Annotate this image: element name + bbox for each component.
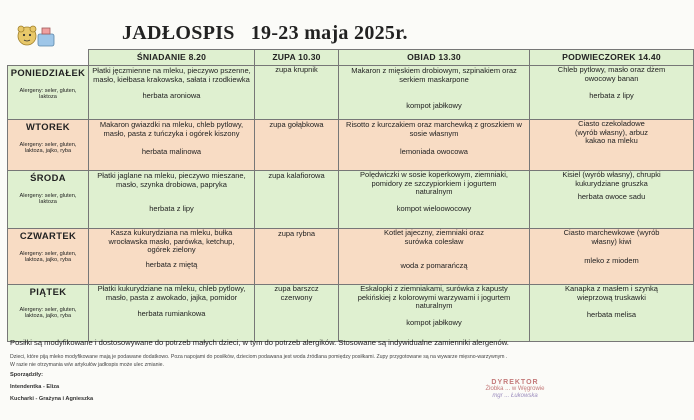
allergens-text: Alergeny: seler, gluten, laktoza, jajko, ryba [19, 250, 77, 264]
title-main: JADŁOSPIS [122, 22, 235, 44]
snack-text: Kisiel (wyrób własny), chrupki kukurydziane gruszka [562, 170, 661, 188]
soup-text: zupa gołąbkowa [269, 120, 324, 129]
table-row [8, 229, 694, 285]
soup-cell [255, 285, 339, 342]
dinner-cell [339, 120, 530, 171]
note-main: Posiłki są modyfikowane i dostosowywane do potrzeb małych dzieci, w tym do potrzeb alergików. Stosowane są indywidualne zamienniki alergenów. [10, 338, 509, 347]
dinner-drink: kompot jabłkowy [406, 317, 462, 327]
breakfast-cell [89, 171, 255, 229]
soup-cell [255, 229, 339, 285]
day-name: PONIEDZIAŁEK [10, 67, 86, 78]
day-name: ŚRODA [30, 172, 66, 183]
prepared-label: Sporządziły: [10, 372, 43, 378]
day-cell [8, 66, 89, 120]
dinner-text: Polędwiczki w sosie koperkowym, ziemniaki, pomidory ze szczypiorkiem i jogurtem naturalnym [360, 170, 508, 197]
soup-text: zupa rybna [277, 229, 316, 238]
breakfast-cell [89, 120, 255, 171]
page-title [122, 22, 424, 45]
kindergarten-logo-icon [12, 22, 58, 52]
breakfast-text: Kasza kukurydziana na mleku, bułka wrocławska masło, parówka, ketchup, ogórek zielony [108, 228, 235, 255]
breakfast-text: Płatki jęczmienne na mleku, pieczywo pszenne, masło, kiełbasa krakowska, sałata i rzodkiewka [92, 66, 251, 84]
snack-cell [530, 66, 694, 120]
dinner-drink: kompot jabłkowy [406, 101, 462, 111]
day-cell [8, 229, 89, 285]
breakfast-drink: herbata aroniowa [142, 91, 201, 101]
dinner-text: Eskalopki z ziemniakami, surówka z kapusty pekińskiej z kolorowymi warzywami i jogurtem naturalnym [357, 284, 511, 311]
column-header-dinner: OBIAD 13.30 [339, 50, 530, 66]
prepared-line-2: Kucharki - Grażyna i Agnieszka [10, 396, 94, 402]
soup-cell [255, 171, 339, 229]
breakfast-cell [89, 229, 255, 285]
day-cell [8, 171, 89, 229]
breakfast-drink: herbata z miętą [145, 259, 198, 269]
snack-text: Kanapka z masłem i szynką wieprzową truskawki [565, 284, 658, 302]
snack-drink: mleko z miodem [584, 256, 639, 266]
note-small-1: Dzieci, które piją mleko modyfikowane mają je podawane dodatkowo. Poza napojami do posiłków, dzieciom podawana jest woda źródlana pomiędzy posiłkami. Zupy przygotowane są na wywarze mięsno-warzywnym . [10, 354, 508, 360]
dinner-cell [339, 229, 530, 285]
snack-text: Chleb pytlowy, masło oraz dżem owocowy banan [557, 65, 666, 83]
dinner-text: Kotlet jajeczny, ziemniaki oraz surówka colesław [384, 228, 484, 246]
breakfast-text: Płatki jaglane na mleku, pieczywo mieszane, masło, szynka drobiowa, papryka [97, 171, 246, 189]
prepared-line-1: Intendentka - Eliza [10, 384, 60, 390]
snack-text: Ciasto marchewkowe (wyrób własny) kiwi [563, 228, 660, 246]
column-header-breakfast: ŚNIADANIE 8.20 [89, 50, 255, 66]
stamp-line-1: Żłobka ... w Węgrowie [485, 386, 545, 392]
breakfast-cell [89, 66, 255, 120]
day-cell [8, 120, 89, 171]
soup-cell [255, 66, 339, 120]
breakfast-drink: herbata malinowa [141, 147, 202, 157]
snack-drink: herbata z lipy [589, 91, 634, 101]
breakfast-cell [89, 285, 255, 342]
menu-table [7, 49, 694, 342]
column-header-snack: PODWIECZOREK 14.40 [530, 50, 694, 66]
allergens-text: Alergeny: seler, gluten, laktoza [19, 192, 77, 206]
breakfast-drink: herbata z lipy [149, 204, 194, 214]
day-cell [8, 285, 89, 342]
breakfast-text: Makaron gwiazdki na mleku, chleb pytlowy, masło, pasta z tuńczyka i ogórek kiszony [99, 120, 244, 138]
allergens-text: Alergeny: seler, gluten, laktoza, jajko, ryba [19, 306, 77, 320]
breakfast-text: Płatki kukurydziane na mleku, chleb pytlowy, masło, pasta z awokado, jajka, pomidor [97, 284, 246, 302]
stamp-line-2: mgr ... Łukowska [492, 393, 538, 399]
dinner-cell [339, 285, 530, 342]
title-dates: 19-23 maja 2025r. [250, 22, 408, 44]
day-name: CZWARTEK [19, 230, 77, 241]
director-stamp [460, 379, 570, 400]
soup-text: zupa kalafiorowa [268, 171, 325, 180]
snack-text: Ciasto czekoladowe (wyrób własny), arbuz [575, 119, 648, 137]
allergens-text: Alergeny: seler, gluten, laktoza, jajko, ryba [19, 141, 77, 155]
dinner-drink: lemoniada owocowa [400, 147, 468, 157]
table-row [8, 171, 694, 229]
breakfast-drink: herbata rumiankowa [137, 309, 206, 319]
dinner-cell [339, 171, 530, 229]
table-row [8, 120, 694, 171]
soup-text: zupa krupnik [275, 65, 318, 74]
snack-drink: kakao na mleku [585, 136, 638, 146]
header-row [8, 50, 694, 66]
note-small-2: W razie nie otrzymania w/w artykułów jadłospis może ulec zmianie. [10, 362, 164, 368]
stamp-title: DYREKTOR [491, 379, 539, 386]
table-row [8, 285, 694, 342]
allergens-text: Alergeny: seler, gluten, laktoza [19, 87, 77, 101]
snack-drink: herbata melisa [586, 310, 637, 320]
day-name: WTOREK [26, 121, 70, 132]
dinner-drink: woda z pomarańczą [400, 261, 468, 271]
dinner-cell [339, 66, 530, 120]
column-header-soup: ZUPA 10.30 [255, 50, 339, 66]
dinner-text: Makaron z mięskiem drobiowym, szpinakiem oraz serkiem maskarpone [351, 66, 517, 84]
snack-cell [530, 229, 694, 285]
table-row [8, 66, 694, 120]
soup-cell [255, 120, 339, 171]
snack-cell [530, 285, 694, 342]
day-name: PIĄTEK [29, 286, 67, 297]
dinner-drink: kompot wieloowocowy [396, 203, 472, 213]
snack-cell [530, 120, 694, 171]
snack-drink: herbata owoce sadu [577, 192, 646, 202]
snack-cell [530, 171, 694, 229]
dinner-text: Risotto z kurczakiem oraz marchewką z groszkiem w sosie własnym [346, 120, 522, 138]
soup-text: zupa barszcz czerwony [274, 284, 319, 302]
corner-cell [8, 50, 89, 66]
